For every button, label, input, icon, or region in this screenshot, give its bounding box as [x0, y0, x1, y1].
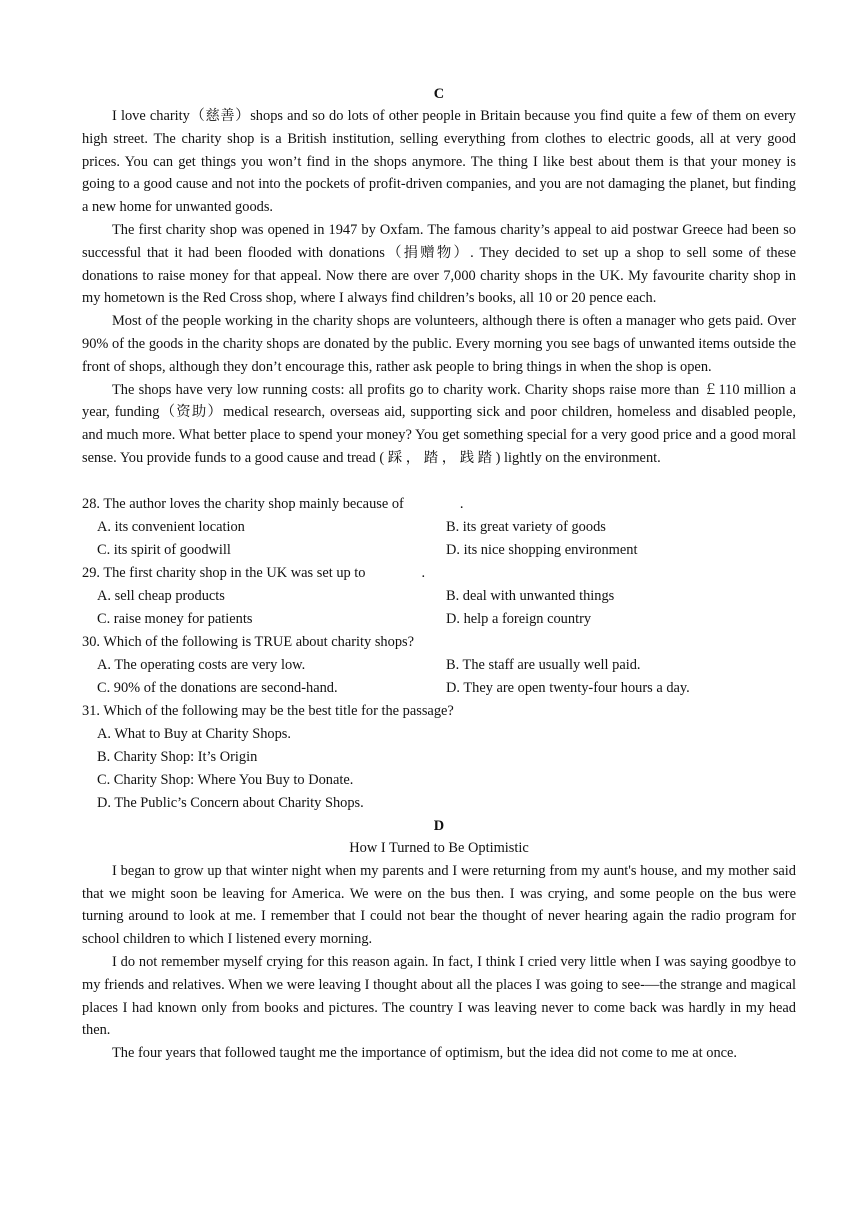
section-d-paragraph-2: I do not remember myself crying for this reason again. In fact, I think I cried very little when I was saying goodbye to my friends and relatives. When we were leaving I thought about all the places I was going to see-—the strange and magical places I had known only from books and pictures. The country I was leaving never to come back was hardly in my head then.	[82, 953, 796, 1039]
question-31-text: 31. Which of the following may be the best title for the passage?	[82, 702, 454, 719]
question-30-options	[82, 654, 796, 700]
section-d-label: D	[433, 817, 445, 834]
option-c: C. Charity Shop: Where You Buy to Donate.	[97, 771, 354, 788]
question-30-stem	[82, 631, 796, 654]
question-29-options	[82, 585, 796, 631]
option-b: B. deal with unwanted things	[446, 587, 615, 604]
spacer	[82, 470, 796, 493]
option-a: A. sell cheap products	[97, 587, 225, 604]
option-c: C. 90% of the donations are second-hand.	[97, 679, 338, 696]
section-c-label: C	[433, 86, 445, 102]
option-d: D. help a foreign country	[446, 610, 592, 627]
option-a: A. The operating costs are very low.	[97, 656, 306, 673]
question-28-text: 28. The author loves the charity shop mainly because of	[82, 495, 404, 512]
option-a: A. What to Buy at Charity Shops.	[97, 725, 291, 742]
question-28-options	[82, 516, 796, 562]
question-30-text: 30. Which of the following is TRUE about charity shops?	[82, 633, 415, 650]
document-content	[82, 83, 796, 1065]
section-c-paragraph-4: The shops have very low running costs: all profits go to charity work. Charity shops raise more than ￡110 million a year, funding（资助）medical research, overseas aid, supporting sick and poor children, homeless and disabled people, and much more. What better place to spend your money? You get something special for a very good price and a good moral sense. You provide funds to a good cause and tread ( 踩 ， 踏 ， 践 踏 ) lightly on the environment.	[82, 381, 796, 466]
question-29-text: 29. The first charity shop in the UK was set up to	[82, 564, 366, 581]
question-31-stem	[82, 700, 796, 723]
section-c-paragraph-2: The first charity shop was opened in 1947 by Oxfam. The famous charity’s appeal to aid postwar Greece had been so successful that it had been flooded with donations（捐赠物）. They decided to set up a shop to sell some of these donations to raise money for that appeal. Now there are over 7,000 charity shops in the UK. My favourite charity shop in my hometown is the Red Cross shop, where I always find children’s books, all 10 or 20 pence each.	[82, 221, 796, 307]
section-c-paragraph-3: Most of the people working in the charity shops are volunteers, although there is often a manager who gets paid. Over 90% of the goods in the charity shops are donated by the public. Every morning you see bags of unwanted items outside the front of shops, although they don’t encourage this, rather ask people to bring things in when the shop is open.	[82, 313, 796, 375]
option-b: B. Charity Shop: It’s Origin	[97, 748, 258, 765]
question-28-end: .	[459, 495, 464, 512]
option-d: D. They are open twenty-four hours a day.	[446, 679, 690, 696]
section-d-paragraph-3: The four years that followed taught me the importance of optimism, but the idea did not come to me at once.	[112, 1045, 738, 1062]
question-29-end: .	[421, 564, 426, 581]
option-b: B. its great variety of goods	[446, 518, 606, 535]
section-c-paragraph-1: I love charity（慈善）shops and so do lots of other people in Britain because you find quite a few of them on every high street. The charity shop is a British institution, selling everything from clothes to electric goods, all at very good prices. You can get things you won’t find in the shops anymore. The thing I like best about them is that your money is going to a good cause and not into the pockets of profit-driven companies, and you are not damaging the planet, but finding a new home for unwanted goods.	[82, 108, 796, 216]
option-b: B. The staff are usually well paid.	[446, 656, 641, 673]
option-d: D. The Public’s Concern about Charity Shops.	[97, 794, 364, 811]
question-29-stem	[82, 562, 796, 585]
section-d-paragraph-1: I began to grow up that winter night when my parents and I were returning from my aunt's house, and my mother said that we might soon be leaving for America. We were on the bus then. I was crying, and some people on the bus were turning around to look at me. I remember that I could not bear the thought of never hearing again the radio program for school children to which I listened every morning.	[82, 862, 796, 948]
section-d-title: How I Turned to Be Optimistic	[349, 839, 529, 856]
option-c: C. its spirit of goodwill	[97, 541, 231, 558]
option-c: C. raise money for patients	[97, 610, 253, 627]
option-d: D. its nice shopping environment	[446, 541, 638, 558]
option-a: A. its convenient location	[97, 518, 245, 535]
question-28-stem	[82, 493, 796, 516]
